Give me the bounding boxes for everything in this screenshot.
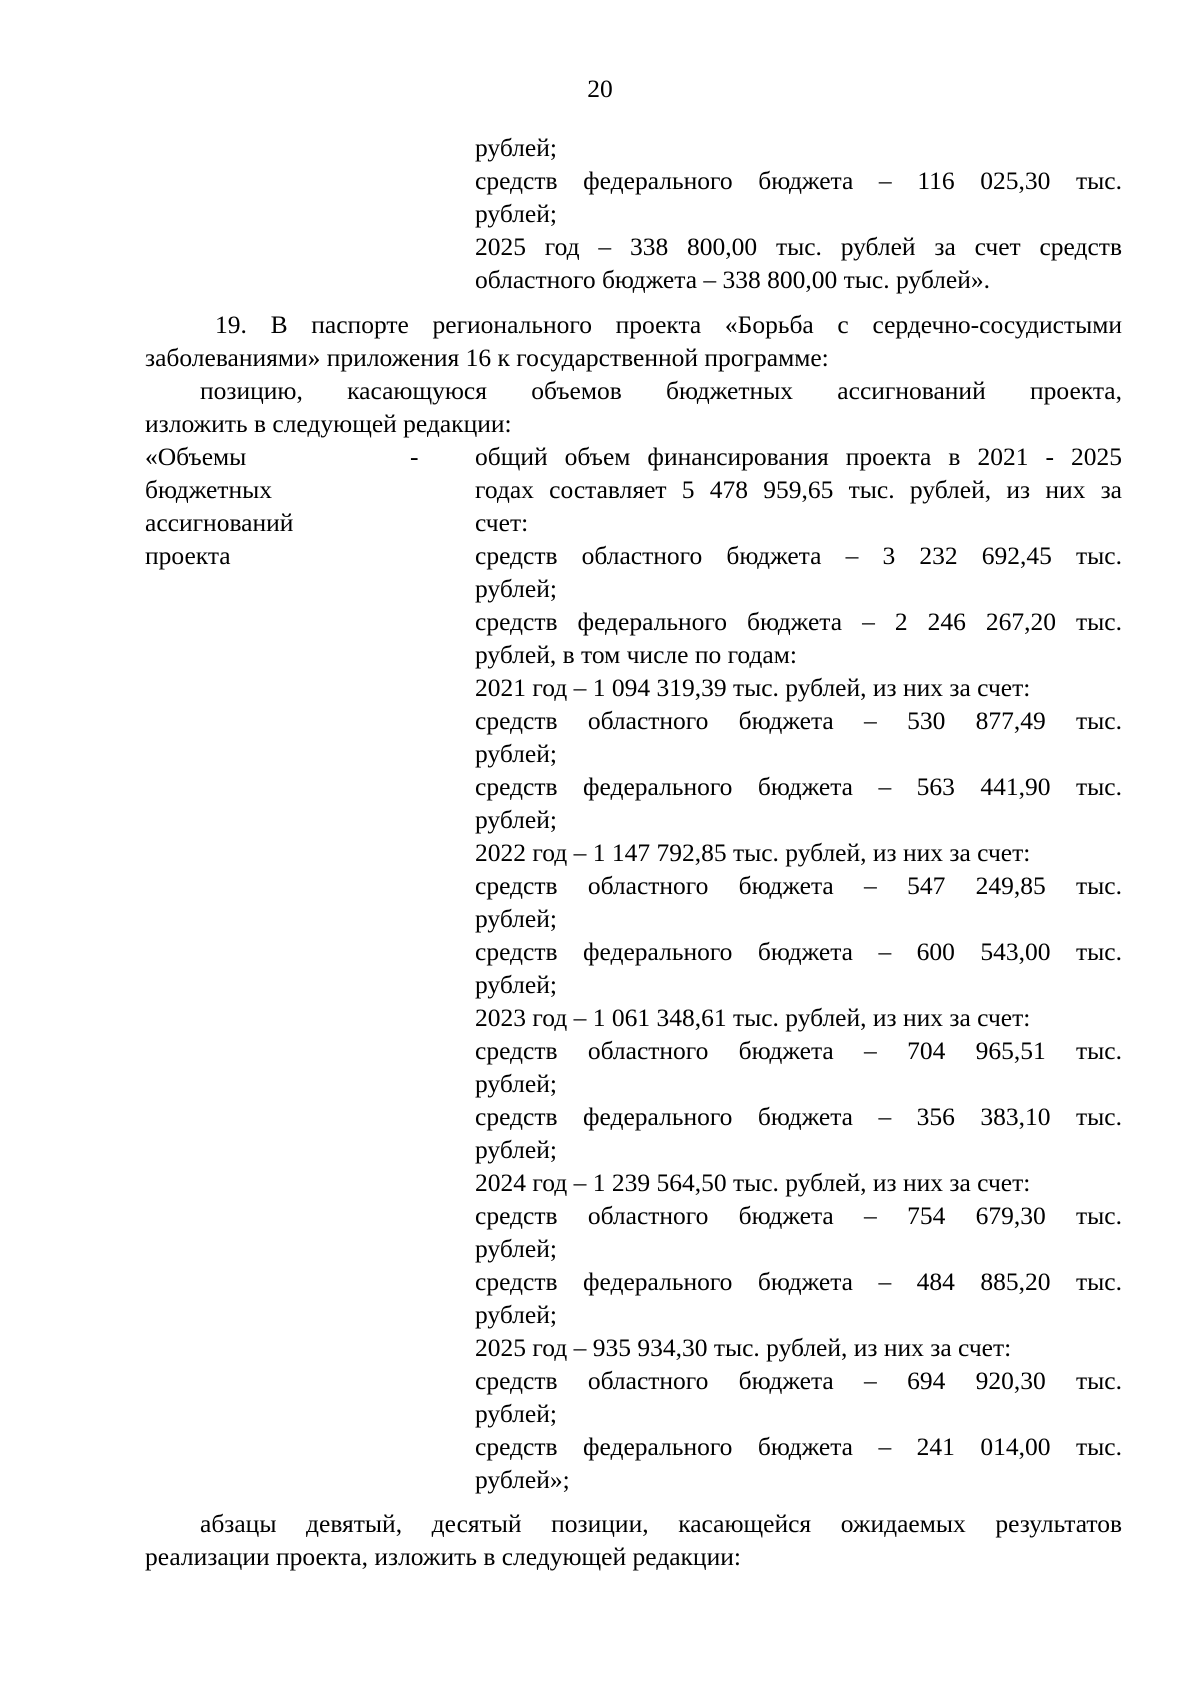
paragraph-line: 19. В паспорте регионального проекта «Борьба с сердечно-сосудистыми — [215, 310, 1122, 339]
table-line: рублей; — [475, 1300, 557, 1329]
table-line: счет: — [475, 508, 529, 537]
table-line: средств областного бюджета – 3 232 692,45 тыс. — [475, 541, 1122, 570]
table-line: рублей; — [475, 805, 557, 834]
table-line: средств федерального бюджета – 563 441,90 тыс. — [475, 772, 1122, 801]
table-line: рублей; — [475, 1399, 557, 1428]
table-line: 2022 год – 1 147 792,85 тыс. рублей, из них за счет: — [475, 838, 1031, 867]
table-line: рублей; — [475, 1234, 557, 1263]
table-line: общий объем финансирования проекта в 2021 - 2025 — [475, 442, 1122, 471]
paragraph-line: позицию, касающуюся объемов бюджетных ассигнований проекта, — [200, 376, 1122, 405]
table-line: средств федерального бюджета – 2 246 267,20 тыс. — [475, 607, 1122, 636]
paragraph-line: реализации проекта, изложить в следующей редакции: — [145, 1542, 741, 1571]
table-line: средств областного бюджета – 754 679,30 тыс. — [475, 1201, 1122, 1230]
table-line: 2021 год – 1 094 319,39 тыс. рублей, из них за счет: — [475, 673, 1031, 702]
table-line: средств областного бюджета – 530 877,49 тыс. — [475, 706, 1122, 735]
paragraph-line: заболеваниями» приложения 16 к государственной программе: — [145, 343, 829, 372]
table-line: рублей; — [475, 904, 557, 933]
table-line: 2023 год – 1 061 348,61 тыс. рублей, из них за счет: — [475, 1003, 1031, 1032]
table-line: средств областного бюджета – 547 249,85 тыс. — [475, 871, 1122, 900]
text-line: областного бюджета – 338 800,00 тыс. рублей». — [475, 265, 990, 294]
text-line: рублей; — [475, 133, 557, 162]
paragraph-line: абзацы девятый, десятый позиции, касающейся ожидаемых результатов — [200, 1509, 1122, 1538]
paragraph-line: изложить в следующей редакции: — [145, 409, 512, 438]
text-line: рублей; — [475, 199, 557, 228]
table-label: ассигнований — [145, 508, 294, 537]
table-line: средств федерального бюджета – 241 014,00 тыс. — [475, 1432, 1122, 1461]
table-line: 2025 год – 935 934,30 тыс. рублей, из них за счет: — [475, 1333, 1012, 1362]
table-line: средств федерального бюджета – 484 885,20 тыс. — [475, 1267, 1122, 1296]
table-line: рублей; — [475, 739, 557, 768]
table-line: средств федерального бюджета – 356 383,10 тыс. — [475, 1102, 1122, 1131]
table-separator: - — [410, 442, 419, 471]
page-number: 20 — [587, 74, 613, 103]
table-line: 2024 год – 1 239 564,50 тыс. рублей, из них за счет: — [475, 1168, 1031, 1197]
table-label: проекта — [145, 541, 231, 570]
text-line: средств федерального бюджета – 116 025,30 тыс. — [475, 166, 1122, 195]
table-line: годах составляет 5 478 959,65 тыс. рублей, из них за — [475, 475, 1122, 504]
table-line: средств федерального бюджета – 600 543,00 тыс. — [475, 937, 1122, 966]
table-line: рублей; — [475, 574, 557, 603]
table-label: «Объемы — [145, 442, 247, 471]
table-line: рублей; — [475, 970, 557, 999]
table-line: рублей, в том числе по годам: — [475, 640, 797, 669]
text-line: 2025 год – 338 800,00 тыс. рублей за счет средств — [475, 232, 1122, 261]
table-label: бюджетных — [145, 475, 272, 504]
table-line: рублей»; — [475, 1465, 570, 1494]
table-line: средств областного бюджета – 694 920,30 тыс. — [475, 1366, 1122, 1395]
table-line: средств областного бюджета – 704 965,51 тыс. — [475, 1036, 1122, 1065]
table-line: рублей; — [475, 1135, 557, 1164]
table-line: рублей; — [475, 1069, 557, 1098]
